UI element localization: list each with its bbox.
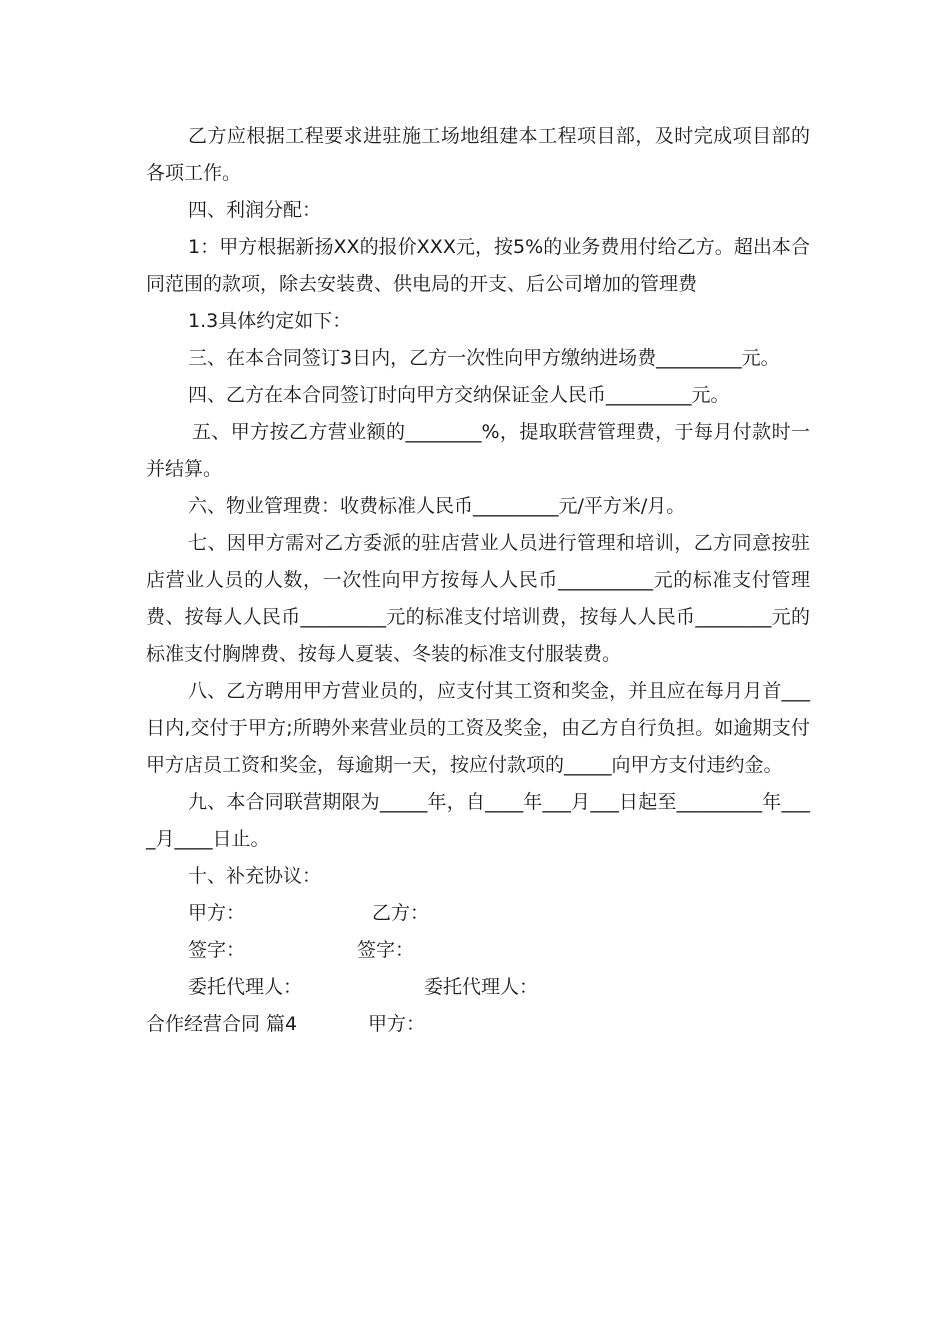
heading-supplementary: 十、补充协议：: [188, 865, 322, 887]
clause-deposit: 四、乙方在本合同签订时向甲方交纳保证金人民币_________元。: [188, 384, 730, 406]
party-a-label: 甲方：: [188, 902, 246, 924]
party-b-label: 乙方：: [372, 902, 430, 924]
section-title: 合作经营合同 篇4: [146, 1013, 298, 1035]
next-section-row: [146, 1006, 810, 1043]
paragraph-business-fee: 1：甲方根据新扬XX的报价XXX元，按5%的业务费用付给乙方。超出本合同范围的款项，除去安装费、供电局的开支、后公司增加的管理费: [146, 236, 810, 295]
paragraph-project-department: 乙方应根据工程要求进驻施工场地组建本工程项目部，及时完成项目部的各项工作。: [146, 125, 810, 184]
clause-property-fee: 六、物业管理费：收费标准人民币_________元/平方米/月。: [188, 495, 686, 517]
agent-a-label: 委托代理人：: [188, 976, 303, 998]
clause-staff-wages: 八、乙方聘用甲方营业员的，应支付其工资和奖金，并且应在每月月首___日内,交付于甲方;所聘外来营业员的工资及奖金，由乙方自行负担。如逾期支付甲方店员工资和奖金，每逾期一天，按应付款项的_____向甲方支付违约金。: [146, 680, 810, 776]
signature-row-agents: [146, 969, 810, 1006]
heading-profit-distribution: 四、利润分配：: [188, 199, 322, 221]
agent-b-label: 委托代理人：: [424, 976, 539, 998]
next-party-a-label: 甲方：: [368, 1013, 426, 1035]
paragraph-specific-terms: 1.3具体约定如下：: [188, 310, 352, 332]
clause-staff-training: 七、因甲方需对乙方委派的驻店营业人员进行管理和培训，乙方同意按驻店营业人员的人数，一次性向甲方按每人人民币__________元的标准支付管理费、按每人人民币_________元的标准支付培训费，按每人人民币________元的标准支付胸牌费、按每人夏装、冬装的标准支付服装费。: [146, 532, 810, 665]
clause-management-fee: 五、甲方按乙方营业额的________%，提取联营管理费，于每月付款时一并结算。: [146, 421, 810, 480]
clause-entry-fee: 三、在本合同签订3日内，乙方一次性向甲方缴纳进场费_________元。: [188, 347, 780, 369]
sign-a-label: 签字：: [188, 939, 246, 961]
contract-body: [146, 118, 810, 1043]
clause-term: 九、本合同联营期限为_____年，自____年___月___日起至_________年____月____日止。: [146, 791, 810, 850]
signature-row-parties: [146, 895, 810, 932]
sign-b-label: 签字：: [357, 939, 415, 961]
signature-row-sign: [146, 932, 810, 969]
